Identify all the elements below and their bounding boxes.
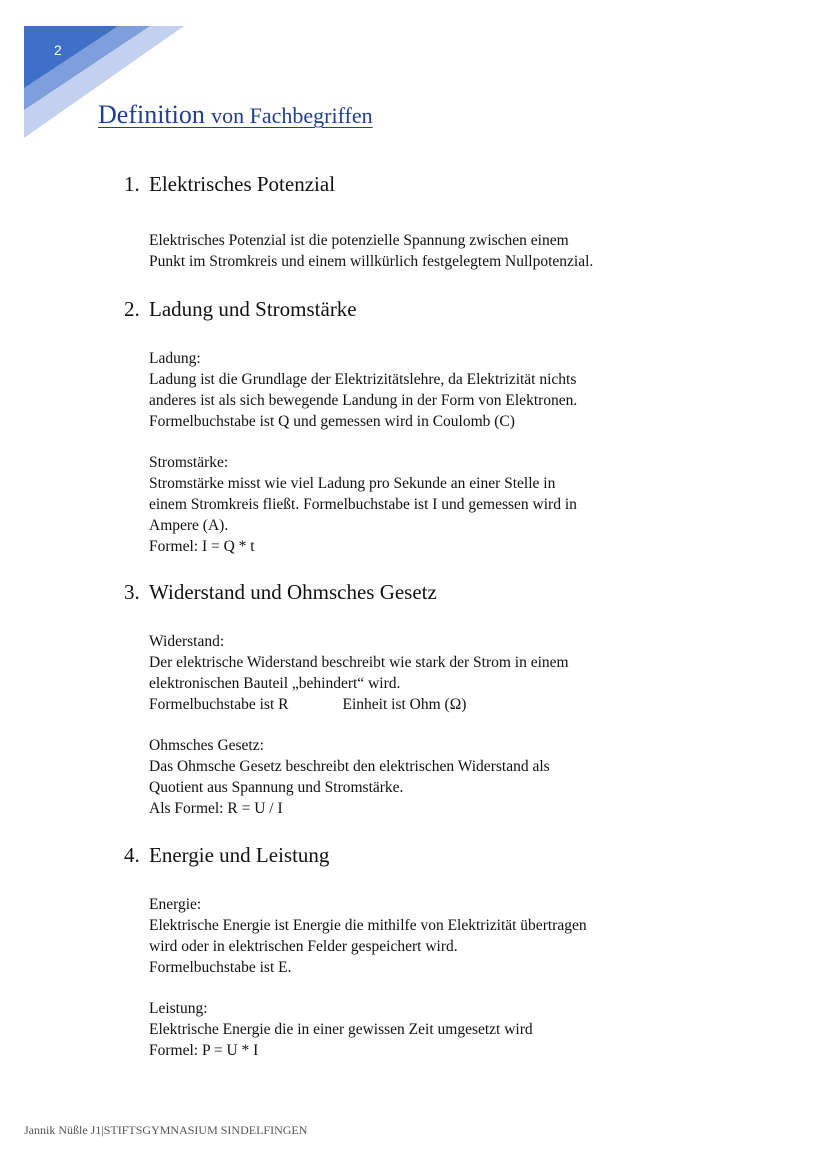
definition-ladung — [149, 348, 684, 432]
text-line: einem Stromkreis fließt. Formelbuchstabe ist I und gemessen wird in — [149, 496, 577, 513]
text-line: Der elektrische Widerstand beschreibt wie stark der Strom in einem — [149, 654, 569, 671]
text-line: Das Ohmsche Gesetz beschreibt den elektrischen Widerstand als — [149, 758, 550, 775]
definition-ohmsches-gesetz — [149, 735, 684, 819]
text-line: Elektrische Energie ist Energie die mithilfe von Elektrizität übertragen — [149, 917, 587, 934]
definition-label: Ladung: — [149, 350, 201, 367]
section-number: 1. — [124, 172, 140, 196]
title-word-definition: Definition — [98, 100, 205, 129]
section-heading — [124, 172, 684, 197]
section-number: 2. — [124, 297, 140, 321]
page-number: 2 — [54, 42, 62, 58]
section-heading — [124, 843, 684, 868]
title-rest: von Fachbegriffen — [211, 103, 373, 128]
definition-leistung — [149, 998, 684, 1061]
definition-label: Widerstand: — [149, 633, 225, 650]
unit-text: Einheit ist Ohm (Ω) — [342, 696, 467, 713]
section-body — [149, 894, 684, 1061]
section-number: 3. — [124, 580, 140, 604]
section-heading — [124, 297, 684, 322]
text-line: Punkt im Stromkreis und einem willkürlich festgelegtem Nullpotenzial. — [149, 253, 594, 270]
section-title: Energie und Leistung — [149, 843, 330, 867]
section-body — [149, 230, 684, 272]
section-elektrisches-potenzial — [124, 172, 684, 272]
formula-line: Formel: P = U * I — [149, 1042, 259, 1059]
text-line: Formelbuchstabe ist E. — [149, 959, 292, 976]
text-line: Stromstärke misst wie viel Ladung pro Sekunde an einer Stelle in — [149, 475, 556, 492]
text-line: wird oder in elektrischen Felder gespeichert wird. — [149, 938, 458, 955]
section-energie-und-leistung — [124, 843, 684, 1061]
text-line: elektronischen Bauteil „behindert“ wird. — [149, 675, 401, 692]
formula-line: Als Formel: R = U / I — [149, 800, 283, 817]
definition-energie — [149, 894, 684, 978]
text-line: Ampere (A). — [149, 517, 229, 534]
text-line: Formelbuchstabe ist Q und gemessen wird in Coulomb (C) — [149, 413, 515, 430]
document-title — [98, 100, 373, 130]
text-line: Elektrische Energie die in einer gewissen Zeit umgesetzt wird — [149, 1021, 533, 1038]
text-line: Elektrisches Potenzial ist die potenzielle Spannung zwischen einem — [149, 232, 569, 249]
text-line: Quotient aus Spannung und Stromstärke. — [149, 779, 404, 796]
section-title: Elektrisches Potenzial — [149, 172, 336, 196]
section-body — [149, 631, 684, 819]
section-widerstand-und-ohmsches-gesetz — [124, 580, 684, 819]
definition-label: Stromstärke: — [149, 454, 229, 471]
definition-label: Energie: — [149, 896, 202, 913]
text-line: Ladung ist die Grundlage der Elektrizitätslehre, da Elektrizität nichts — [149, 371, 577, 388]
section-body — [149, 348, 684, 557]
definition-stromstaerke — [149, 452, 684, 557]
section-number: 4. — [124, 843, 140, 867]
section-ladung-und-stromstaerke — [124, 297, 684, 557]
text-line: anderes ist als sich bewegende Landung in der Form von Elektronen. — [149, 392, 578, 409]
definition-label: Ohmsches Gesetz: — [149, 737, 264, 754]
section-title: Widerstand und Ohmsches Gesetz — [149, 580, 437, 604]
definition-label: Leistung: — [149, 1000, 208, 1017]
section-heading — [124, 580, 684, 605]
formula-line: Formel: I = Q * t — [149, 538, 255, 555]
section-title: Ladung und Stromstärke — [149, 297, 357, 321]
paragraph — [149, 230, 684, 272]
symbol-unit-line — [149, 694, 684, 715]
page-footer: Jannik Nüßle J1|STIFTSGYMNASIUM SINDELFINGEN — [24, 1123, 308, 1137]
definition-widerstand — [149, 631, 684, 715]
symbol-text: Formelbuchstabe ist R — [149, 696, 289, 713]
